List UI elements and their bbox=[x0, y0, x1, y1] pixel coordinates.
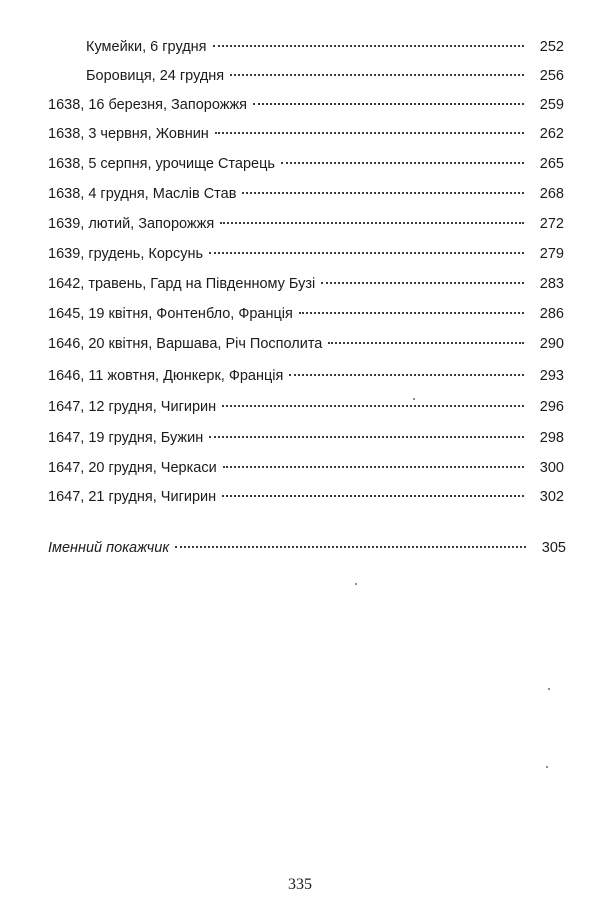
dot-leader bbox=[242, 192, 524, 194]
toc-entry-page: 283 bbox=[539, 276, 564, 292]
dot-leader bbox=[220, 222, 524, 224]
toc-entry bbox=[48, 245, 564, 263]
print-speck bbox=[548, 688, 550, 690]
toc-entry-title: 1642, травень, Гард на Південному Бузі bbox=[48, 276, 316, 292]
toc-entry-page: 300 bbox=[539, 460, 564, 476]
dot-leader bbox=[209, 252, 524, 254]
toc-entry-title: 1639, лютий, Запорожжя bbox=[48, 216, 215, 232]
toc-entry bbox=[48, 185, 564, 203]
toc-entry-title: 1638, 4 грудня, Маслів Став bbox=[48, 186, 237, 202]
toc-entry bbox=[48, 125, 564, 143]
dot-leader bbox=[328, 342, 524, 344]
toc-entry bbox=[48, 335, 564, 353]
toc-entry-title: 1638, 5 серпня, урочище Старець bbox=[48, 156, 275, 172]
toc-entry-title: 1646, 20 квітня, Варшава, Річ Посполита bbox=[48, 336, 323, 352]
dot-leader bbox=[289, 374, 524, 376]
toc-entry-title: Кумейки, 6 грудня bbox=[86, 39, 207, 55]
print-speck bbox=[413, 398, 415, 400]
toc-entry bbox=[48, 429, 564, 447]
toc-entry-title: 1647, 20 грудня, Черкаси bbox=[48, 460, 217, 476]
toc-entry-page: 279 bbox=[539, 246, 564, 262]
toc-entry-page: 302 bbox=[539, 489, 564, 505]
toc-entry bbox=[86, 67, 564, 85]
toc-entry-title: 1646, 11 жовтня, Дюнкерк, Франція bbox=[48, 368, 284, 384]
dot-leader bbox=[230, 74, 524, 76]
toc-entry bbox=[48, 96, 564, 114]
dot-leader bbox=[222, 495, 524, 497]
toc-entry-page: 262 bbox=[539, 126, 564, 142]
toc-entry-title: 1645, 19 квітня, Фонтенбло, Франція bbox=[48, 306, 293, 322]
toc-entry bbox=[48, 215, 564, 233]
dot-leader bbox=[222, 405, 524, 407]
dot-leader bbox=[253, 103, 524, 105]
toc-entry bbox=[48, 488, 564, 506]
toc-entry-title: Іменний покажчик bbox=[48, 540, 170, 556]
toc-entry-title: 1638, 16 березня, Запорожжя bbox=[48, 97, 248, 113]
toc-entry bbox=[48, 398, 564, 416]
toc-entry-title: 1647, 19 грудня, Бужин bbox=[48, 430, 204, 446]
toc-entry-page: 256 bbox=[539, 68, 564, 84]
toc-entry bbox=[86, 38, 564, 56]
toc-entry bbox=[48, 367, 564, 385]
toc-entry-page: 252 bbox=[539, 39, 564, 55]
toc-entry-page: 305 bbox=[541, 540, 566, 556]
toc-entry bbox=[48, 459, 564, 477]
toc-entry-title: 1638, 3 червня, Жовнин bbox=[48, 126, 209, 142]
print-speck bbox=[355, 583, 357, 585]
page-number: 335 bbox=[288, 876, 312, 893]
dot-leader bbox=[281, 162, 524, 164]
toc-entry-page: 298 bbox=[539, 430, 564, 446]
toc-entry bbox=[48, 155, 564, 173]
dot-leader bbox=[209, 436, 524, 438]
toc-entry-title: Боровиця, 24 грудня bbox=[86, 68, 225, 84]
toc-entry-title: 1647, 12 грудня, Чигирин bbox=[48, 399, 217, 415]
toc-entry bbox=[48, 305, 564, 323]
dot-leader bbox=[223, 466, 524, 468]
toc-entry-page: 296 bbox=[539, 399, 564, 415]
toc-index-entry bbox=[48, 539, 566, 557]
toc-entry bbox=[48, 275, 564, 293]
dot-leader bbox=[299, 312, 524, 314]
toc-entry-page: 272 bbox=[539, 216, 564, 232]
toc-entry-title: 1647, 21 грудня, Чигирин bbox=[48, 489, 217, 505]
print-speck bbox=[546, 766, 548, 768]
dot-leader bbox=[175, 546, 526, 548]
dot-leader bbox=[215, 132, 524, 134]
toc-entry-page: 265 bbox=[539, 156, 564, 172]
toc-entry-page: 286 bbox=[539, 306, 564, 322]
toc-entry-page: 259 bbox=[539, 97, 564, 113]
toc-entry-title: 1639, грудень, Корсунь bbox=[48, 246, 204, 262]
toc-entry-page: 293 bbox=[539, 368, 564, 384]
toc-entry-page: 290 bbox=[539, 336, 564, 352]
toc-entry-page: 268 bbox=[539, 186, 564, 202]
dot-leader bbox=[321, 282, 524, 284]
dot-leader bbox=[213, 45, 524, 47]
